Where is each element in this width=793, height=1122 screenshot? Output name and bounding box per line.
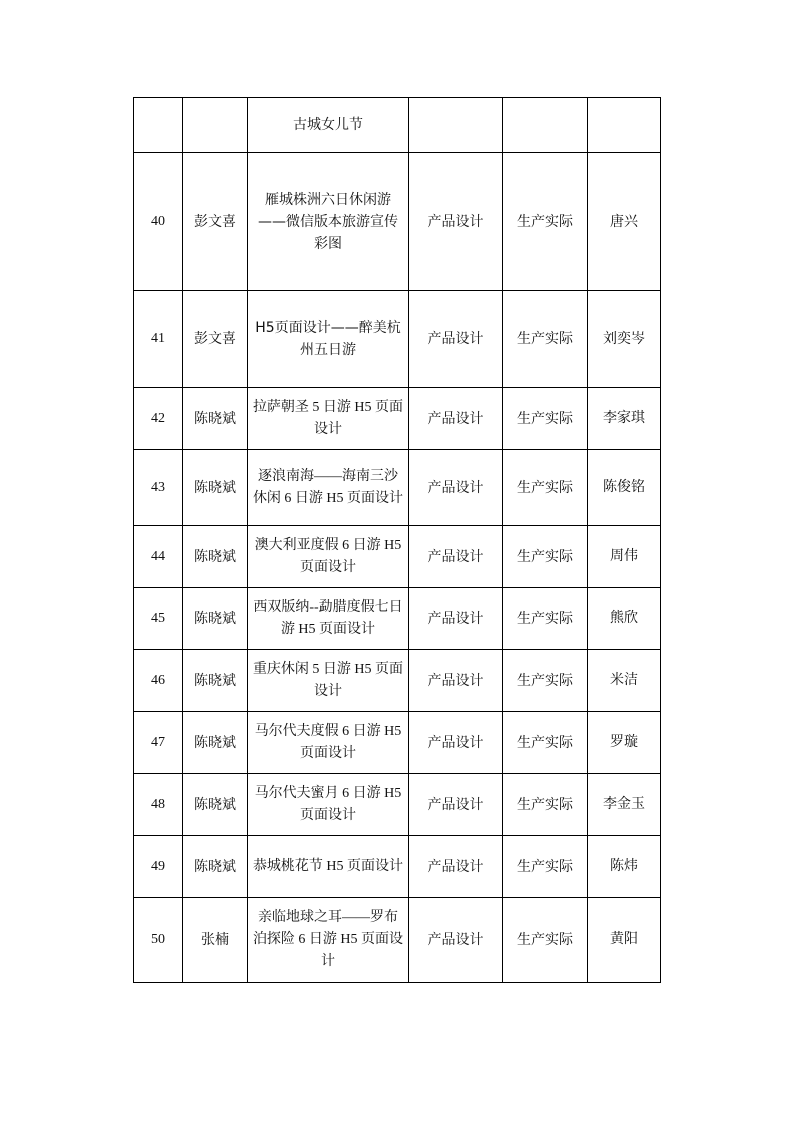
project-source: 生产实际 bbox=[503, 388, 588, 450]
student-name: 罗璇 bbox=[588, 712, 661, 774]
table-row bbox=[134, 712, 661, 774]
row-number: 45 bbox=[134, 588, 183, 650]
teacher-name: 陈晓斌 bbox=[183, 650, 248, 712]
project-source: 生产实际 bbox=[503, 291, 588, 388]
project-source: 生产实际 bbox=[503, 588, 588, 650]
student-name: 周伟 bbox=[588, 526, 661, 588]
project-source: 生产实际 bbox=[503, 712, 588, 774]
row-number: 42 bbox=[134, 388, 183, 450]
row-number: 48 bbox=[134, 774, 183, 836]
teacher-name: 张楠 bbox=[183, 898, 248, 983]
project-type: 产品设计 bbox=[409, 450, 503, 526]
project-source: 生产实际 bbox=[503, 526, 588, 588]
student-name: 黄阳 bbox=[588, 898, 661, 983]
row-number: 43 bbox=[134, 450, 183, 526]
project-type: 产品设计 bbox=[409, 153, 503, 291]
project-source: 生产实际 bbox=[503, 153, 588, 291]
teacher-name: 陈晓斌 bbox=[183, 774, 248, 836]
student-name: 米洁 bbox=[588, 650, 661, 712]
project-title: 马尔代夫蜜月 6 日游 H5 页面设计 bbox=[248, 774, 409, 836]
row-number: 40 bbox=[134, 153, 183, 291]
project-title: 逐浪南海——海南三沙休闲 6 日游 H5 页面设计 bbox=[248, 450, 409, 526]
project-type: 产品设计 bbox=[409, 388, 503, 450]
student-name: 熊欣 bbox=[588, 588, 661, 650]
table-row bbox=[134, 450, 661, 526]
project-title: 拉萨朝圣 5 日游 H5 页面设计 bbox=[248, 388, 409, 450]
project-title: 马尔代夫度假 6 日游 H5 页面设计 bbox=[248, 712, 409, 774]
project-title: 雁城株洲六日休闲游——微信版本旅游宣传彩图 bbox=[248, 153, 409, 291]
student-name: 陈炜 bbox=[588, 836, 661, 898]
project-title: 恭城桃花节 H5 页面设计 bbox=[248, 836, 409, 898]
project-type: 产品设计 bbox=[409, 526, 503, 588]
project-type bbox=[409, 98, 503, 153]
project-source: 生产实际 bbox=[503, 898, 588, 983]
teacher-name: 陈晓斌 bbox=[183, 588, 248, 650]
student-name: 陈俊铭 bbox=[588, 450, 661, 526]
table-row bbox=[134, 650, 661, 712]
student-name: 刘奕岑 bbox=[588, 291, 661, 388]
student-name: 李金玉 bbox=[588, 774, 661, 836]
teacher-name: 陈晓斌 bbox=[183, 526, 248, 588]
table-row bbox=[134, 153, 661, 291]
table-row bbox=[134, 388, 661, 450]
row-number bbox=[134, 98, 183, 153]
project-table bbox=[133, 97, 661, 983]
project-type: 产品设计 bbox=[409, 650, 503, 712]
project-type: 产品设计 bbox=[409, 712, 503, 774]
project-title: 古城女儿节 bbox=[248, 98, 409, 153]
project-source: 生产实际 bbox=[503, 774, 588, 836]
project-type: 产品设计 bbox=[409, 291, 503, 388]
student-name: 唐兴 bbox=[588, 153, 661, 291]
project-type: 产品设计 bbox=[409, 774, 503, 836]
project-title: 亲临地球之耳——罗布泊探险 6 日游 H5 页面设计 bbox=[248, 898, 409, 983]
teacher-name: 陈晓斌 bbox=[183, 388, 248, 450]
project-source bbox=[503, 98, 588, 153]
table-row bbox=[134, 588, 661, 650]
teacher-name: 彭文喜 bbox=[183, 291, 248, 388]
row-number: 50 bbox=[134, 898, 183, 983]
row-number: 41 bbox=[134, 291, 183, 388]
teacher-name: 彭文喜 bbox=[183, 153, 248, 291]
row-number: 49 bbox=[134, 836, 183, 898]
table-row bbox=[134, 526, 661, 588]
project-source: 生产实际 bbox=[503, 450, 588, 526]
student-name: 李家琪 bbox=[588, 388, 661, 450]
row-number: 44 bbox=[134, 526, 183, 588]
project-title: H5页面设计——醉美杭州五日游 bbox=[248, 291, 409, 388]
project-type: 产品设计 bbox=[409, 588, 503, 650]
table-row bbox=[134, 98, 661, 153]
table-row bbox=[134, 836, 661, 898]
teacher-name bbox=[183, 98, 248, 153]
project-source: 生产实际 bbox=[503, 650, 588, 712]
project-type: 产品设计 bbox=[409, 898, 503, 983]
table-row bbox=[134, 774, 661, 836]
project-source: 生产实际 bbox=[503, 836, 588, 898]
project-title: 澳大利亚度假 6 日游 H5 页面设计 bbox=[248, 526, 409, 588]
table-row bbox=[134, 898, 661, 983]
project-title: 西双版纳--勐腊度假七日游 H5 页面设计 bbox=[248, 588, 409, 650]
student-name bbox=[588, 98, 661, 153]
teacher-name: 陈晓斌 bbox=[183, 450, 248, 526]
teacher-name: 陈晓斌 bbox=[183, 712, 248, 774]
project-type: 产品设计 bbox=[409, 836, 503, 898]
project-title: 重庆休闲 5 日游 H5 页面设计 bbox=[248, 650, 409, 712]
row-number: 47 bbox=[134, 712, 183, 774]
table-row bbox=[134, 291, 661, 388]
row-number: 46 bbox=[134, 650, 183, 712]
teacher-name: 陈晓斌 bbox=[183, 836, 248, 898]
